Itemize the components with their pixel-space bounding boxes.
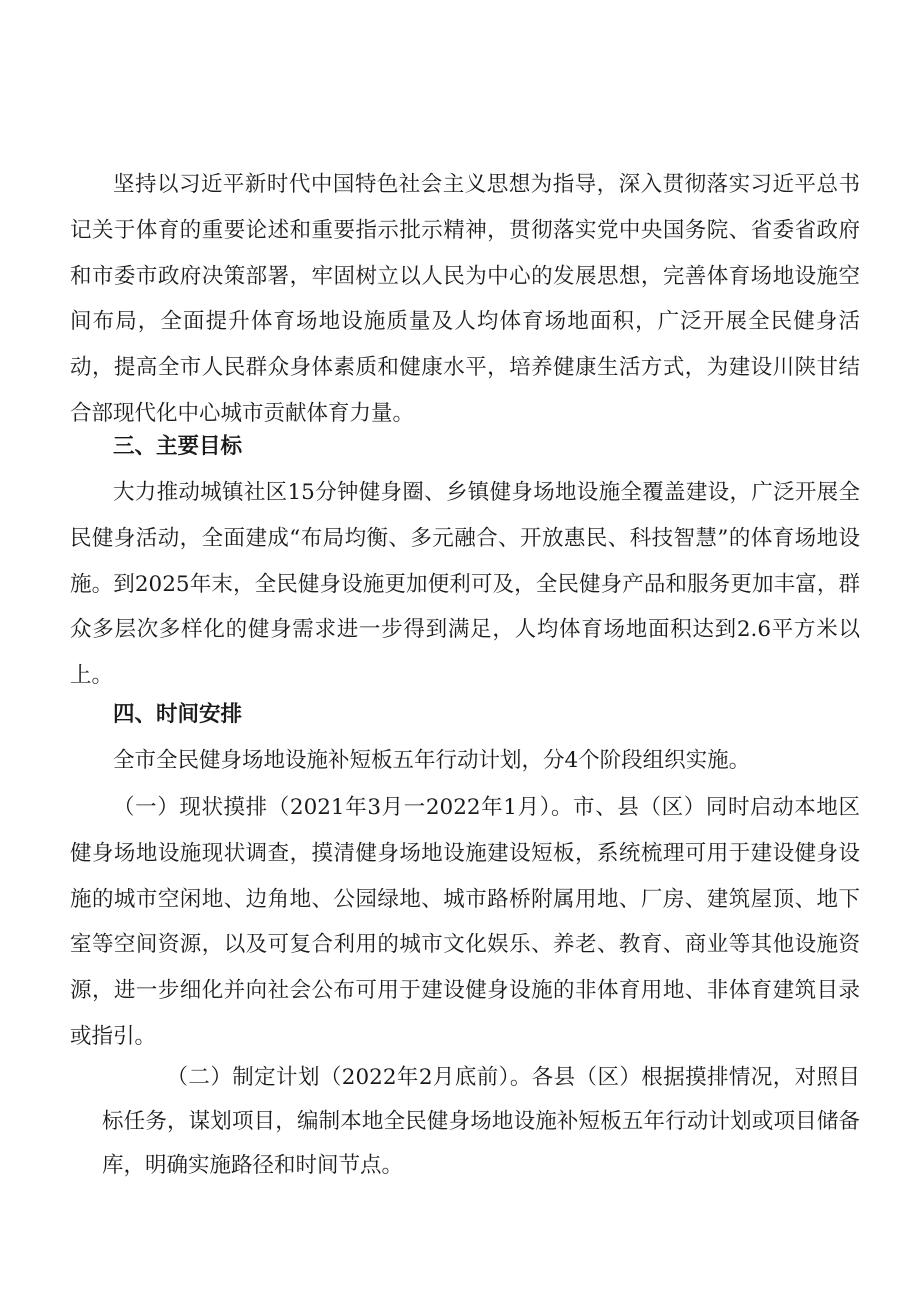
- heading-schedule: 四、时间安排: [113, 702, 243, 727]
- paragraph-schedule-intro: 全市全民健身场地设施补短板五年行动计划，分4个阶段组织实施。: [113, 748, 751, 773]
- heading-main-goals: 三、主要目标: [113, 434, 243, 459]
- paragraph-main-goals: 大力推动城镇社区15分钟健身圈、乡镇健身场地设施全覆盖建设，广泛开展全民健身活动，全面建成“布局均衡、多元融合、开放惠民、科技智慧”的体育场地设施。到2025年末，全民健身设施更加便利可及，全民健身产品和服务更加丰富，群众多层次多样化的健身需求进一步得到满足，人均体育场地面积达到2.6平方米以上。: [70, 480, 860, 689]
- paragraph-phase-one: （一）现状摸排（2021年3月一2022年1月）。市、县（区）同时启动本地区健身场地设施现状调查，摸清健身场地设施建设短板，系统梳理可用于建设健身设施的城市空闲地、边角地、公园绿地、城市路桥附属用地、厂房、建筑屋顶、地下室等空间资源，以及可复合利用的城市文化娱乐、养老、教育、商业等其他设施资源，进一步细化并向社会公布可用于建设健身设施的非体育用地、非体育建筑目录或指引。: [70, 795, 860, 1049]
- paragraph-guiding-thought: 坚持以习近平新时代中国特色社会主义思想为指导，深入贯彻落实习近平总书记关于体育的重要论述和重要指示批示精神，贯彻落实党中央国务院、省委省政府和市委市政府决策部署，牢固树立以人民为中心的发展思想，完善体育场地设施空间布局，全面提升体育场地设施质量及人均体育场地面积，广泛开展全民健身活动，提高全市人民群众身体素质和健康水平，培养健康生活方式，为建设川陕甘结合部现代化中心城市贡献体育力量。: [70, 172, 860, 426]
- paragraph-phase-two: （二）制定计划（2022年2月底前）。各县（区）根据摸排情况，对照目标任务，谋划项目，编制本地全民健身场地设施补短板五年行动计划或项目储备库，明确实施路径和时间节点。: [102, 1065, 860, 1178]
